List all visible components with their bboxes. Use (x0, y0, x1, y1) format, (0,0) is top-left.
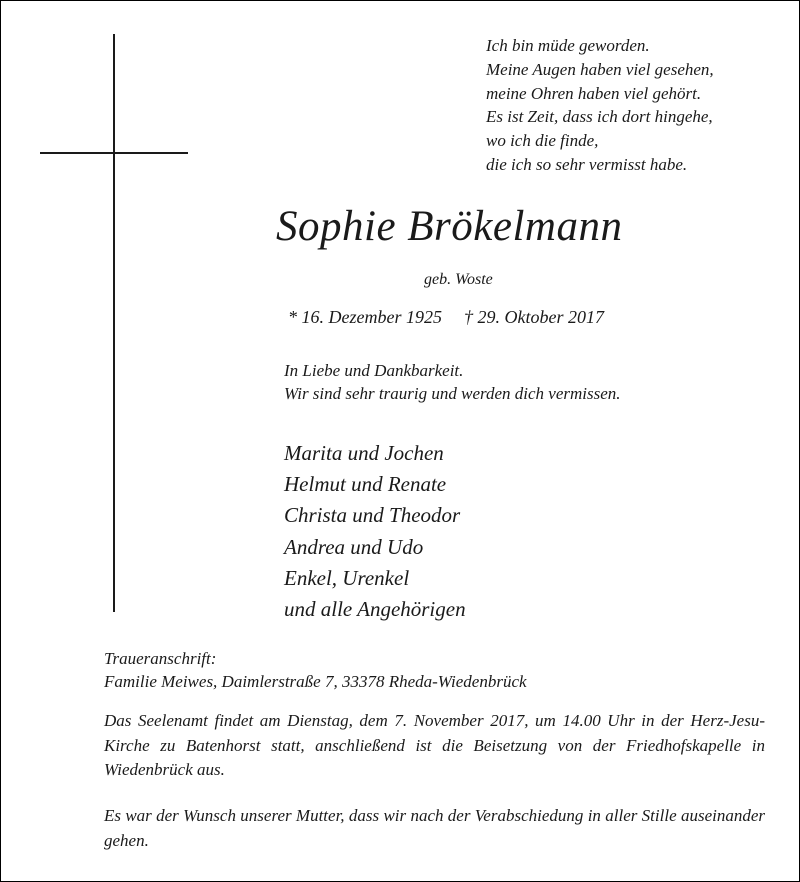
poem-line: Meine Augen haben viel gesehen, (486, 59, 714, 79)
mourning-address (104, 647, 527, 693)
mourner-entry: Andrea und Udo (284, 534, 424, 559)
mourner-entry: Helmut und Renate (284, 472, 447, 497)
poem-line: Ich bin müde geworden. (486, 36, 650, 55)
birth-date: * 16. Dezember 1925 (288, 307, 442, 327)
cross-horizontal-bar (40, 152, 188, 154)
mourner-entry: Enkel, Urenkel (284, 565, 410, 590)
dedication-line: In Liebe und Dankbarkeit. (284, 361, 464, 380)
poem-line: wo ich die finde, (486, 131, 599, 151)
family-wish: Es war der Wunsch unserer Mutter, dass wir nach der Verabschiedung in aller Stille auseinander gehen. (104, 806, 765, 850)
poem-line: meine Ohren haben viel gehört. (486, 83, 702, 103)
address-text: Familie Meiwes, Daimlerstraße 7, 33378 Rheda-Wiedenbrück (104, 672, 527, 691)
poem-line: die ich so sehr vermisst habe. (486, 154, 688, 174)
mourners-list (284, 438, 466, 625)
dedication (284, 359, 621, 405)
address-label: Traueranschrift: (104, 649, 217, 668)
poem (486, 34, 786, 177)
maiden-name: geb. Woste (424, 271, 493, 288)
life-dates (288, 305, 604, 329)
mourner-entry: Christa und Theodor (284, 503, 461, 528)
dedication-line: Wir sind sehr traurig und werden dich vermissen. (284, 384, 621, 403)
service-announcement: Das Seelenamt findet am Dienstag, dem 7. November 2017, um 14.00 Uhr in der Herz-Jesu-Kirche zu Batenhorst statt, anschließend ist die Beisetzung von der Friedhofskapelle in Wiedenbrück aus. (104, 711, 765, 779)
mourner-entry: Marita und Jochen (284, 441, 444, 465)
mourner-entry: und alle Angehörigen (284, 597, 466, 622)
death-date: † 29. Oktober 2017 (463, 307, 604, 327)
poem-line: Es ist Zeit, dass ich dort hingehe, (486, 107, 713, 127)
cross-vertical-bar (113, 34, 115, 612)
deceased-name: Sophie Brökelmann (276, 203, 623, 250)
